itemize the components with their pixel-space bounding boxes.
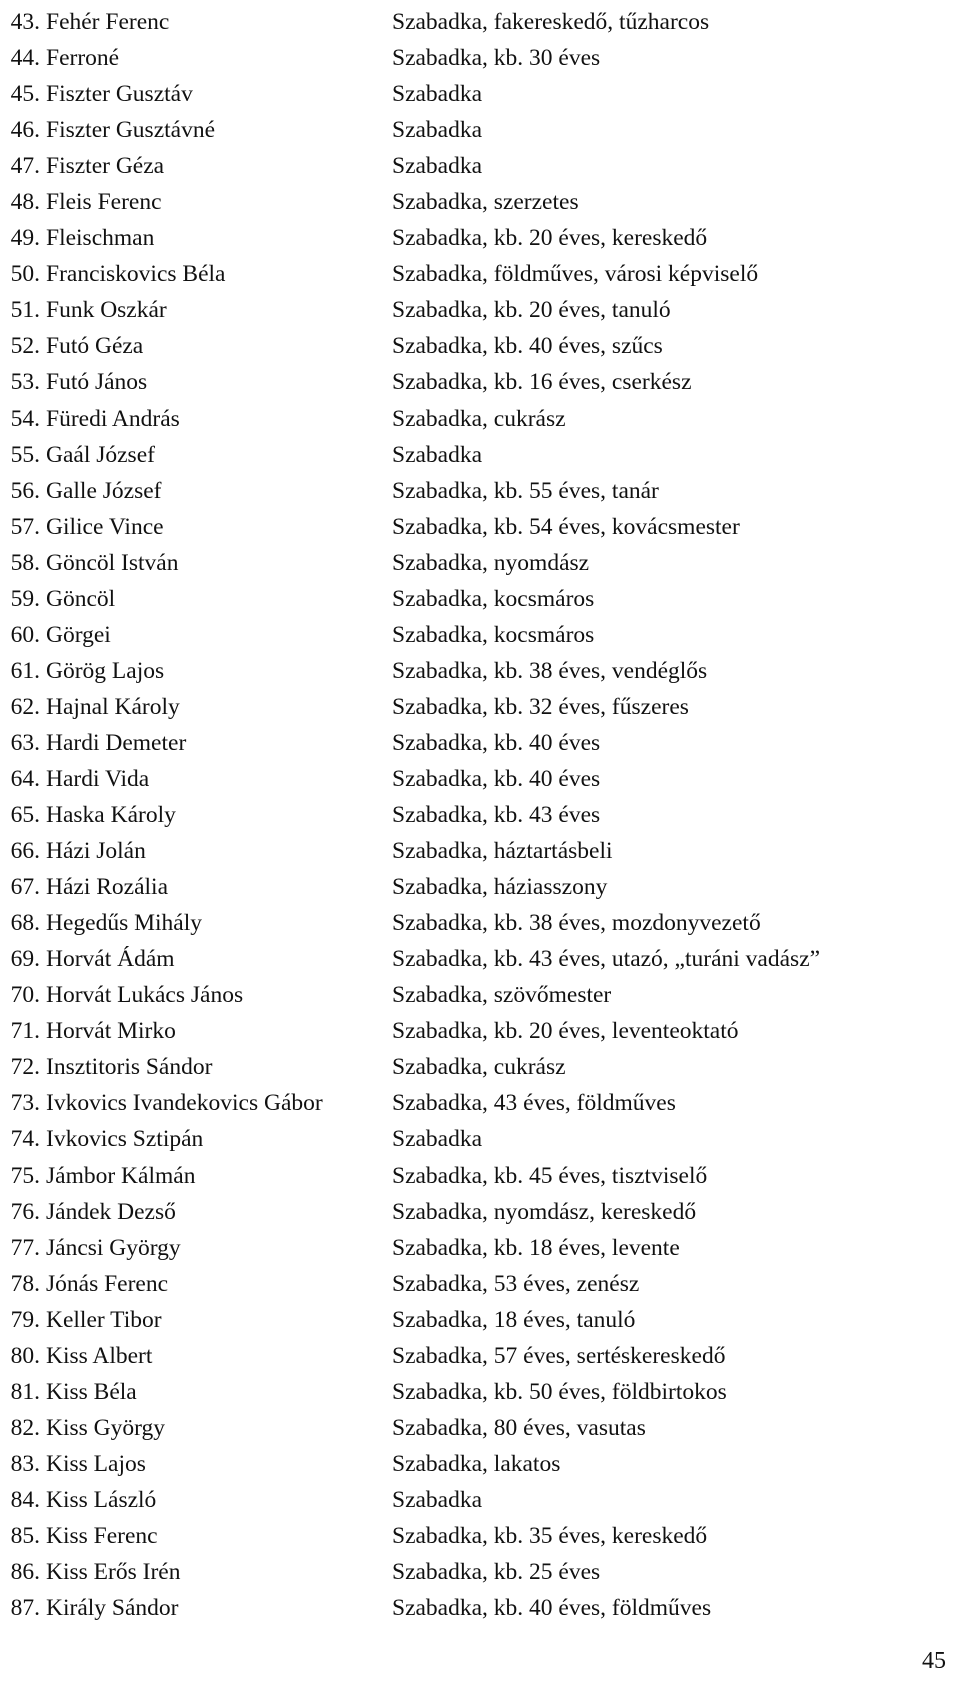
entry-description: Szabadka, 43 éves, földműves <box>392 1090 676 1117</box>
entry-description: Szabadka, 18 éves, tanuló <box>392 1306 636 1333</box>
entry-description: Szabadka, kb. 20 éves, kereskedő <box>392 225 708 252</box>
list-entry <box>6 1338 946 1374</box>
entry-description: Szabadka, kb. 40 éves <box>392 729 601 756</box>
entry-name: Kiss Ferenc <box>46 1522 158 1549</box>
entry-description: Szabadka, háziasszony <box>392 874 608 901</box>
entry-description: Szabadka, kb. 40 éves, szűcs <box>392 333 663 360</box>
entry-number: 69. <box>10 946 40 973</box>
entry-number: 63. <box>10 729 40 756</box>
list-entry <box>6 761 946 797</box>
entry-name: Házi Rozália <box>46 874 169 901</box>
entry-number: 82. <box>10 1414 40 1441</box>
entry-number: 76. <box>10 1198 40 1225</box>
entry-description: Szabadka <box>392 1126 483 1153</box>
entry-description: Szabadka, kb. 40 éves, földműves <box>392 1595 712 1622</box>
entry-description: Szabadka, szerzetes <box>392 189 579 216</box>
entry-description: Szabadka, kocsmáros <box>392 621 595 648</box>
entry-description: Szabadka, 80 éves, vasutas <box>392 1414 646 1441</box>
entry-number: 59. <box>10 585 40 612</box>
list-entry <box>6 653 946 689</box>
entry-description: Szabadka, kb. 40 éves <box>392 765 601 792</box>
entry-description: Szabadka, 53 éves, zenész <box>392 1270 640 1297</box>
entry-description: Szabadka <box>392 441 483 468</box>
entry-number: 79. <box>10 1306 40 1333</box>
entry-number: 60. <box>10 621 40 648</box>
entry-number: 85. <box>10 1522 40 1549</box>
entry-name: Horvát Ádám <box>46 946 175 973</box>
entry-name: Ivkovics Ivandekovics Gábor <box>46 1090 323 1117</box>
entry-number: 83. <box>10 1450 40 1477</box>
entry-description: Szabadka, fakereskedő, tűzharcos <box>392 9 710 35</box>
entry-number: 87. <box>10 1595 40 1622</box>
page-number: 45 <box>922 1648 946 1674</box>
list-entry <box>6 184 946 220</box>
entry-name: Király Sándor <box>46 1595 179 1622</box>
entry-description: Szabadka, szövőmester <box>392 982 612 1009</box>
entry-name: Kiss Erős Irén <box>46 1559 181 1586</box>
entry-description: Szabadka, háztartásbeli <box>392 838 613 865</box>
entry-description: Szabadka <box>392 153 483 180</box>
list-entry <box>6 1302 946 1338</box>
entry-number: 72. <box>10 1054 40 1081</box>
entry-number: 49. <box>10 225 40 252</box>
list-entry <box>6 797 946 833</box>
list-entry <box>6 581 946 617</box>
entry-description: Szabadka, 57 éves, sertéskereskedő <box>392 1342 726 1369</box>
list-entry <box>6 328 946 364</box>
entry-description: Szabadka, lakatos <box>392 1450 561 1477</box>
entry-number: 48. <box>10 189 40 216</box>
entry-name: Fehér Ferenc <box>46 9 170 35</box>
entry-name: Kiss Albert <box>46 1342 153 1369</box>
entry-description: Szabadka, kb. 43 éves, utazó, „turáni vadász” <box>392 946 821 973</box>
entry-number: 86. <box>10 1559 40 1586</box>
entry-name: Horvát Mirko <box>46 1018 176 1045</box>
entry-description: Szabadka, kb. 35 éves, kereskedő <box>392 1522 708 1549</box>
entry-name: Funk Oszkár <box>46 297 167 324</box>
list-entry <box>6 833 946 869</box>
list-entry <box>6 1194 946 1230</box>
entry-description: Szabadka, földműves, városi képviselő <box>392 261 759 288</box>
list-entry <box>6 941 946 977</box>
entry-number: 80. <box>10 1342 40 1369</box>
entry-name: Insztitoris Sándor <box>46 1054 213 1081</box>
entry-description: Szabadka, kocsmáros <box>392 585 595 612</box>
entry-name: Jámbor Kálmán <box>46 1162 196 1189</box>
list-entry <box>6 1482 946 1518</box>
entry-name: Futó Géza <box>46 333 144 360</box>
entry-name: Jónás Ferenc <box>46 1270 169 1297</box>
list-entry <box>6 977 946 1013</box>
entry-number: 61. <box>10 657 40 684</box>
list-entry <box>6 1374 946 1410</box>
list-entry <box>6 4 946 40</box>
entry-name: Fleis Ferenc <box>46 189 162 216</box>
entry-description: Szabadka, kb. 55 éves, tanár <box>392 477 659 504</box>
list-entry <box>6 1554 946 1590</box>
entry-name: Kiss Lajos <box>46 1450 146 1477</box>
list-entry <box>6 148 946 184</box>
entry-description: Szabadka, kb. 38 éves, vendéglős <box>392 657 708 684</box>
list-entry <box>6 401 946 437</box>
list-entry <box>6 1085 946 1121</box>
entry-name: Hajnal Károly <box>46 693 180 720</box>
list-entry <box>6 1518 946 1554</box>
entry-name: Fiszter Gusztáv <box>46 81 193 108</box>
list-entry <box>6 256 946 292</box>
entry-name: Fiszter Géza <box>46 153 165 180</box>
list-entry <box>6 292 946 328</box>
entry-description: Szabadka, kb. 16 éves, cserkész <box>392 369 692 396</box>
entry-number: 74. <box>10 1126 40 1153</box>
entry-name: Galle József <box>46 477 162 504</box>
entry-number: 43. <box>10 9 40 35</box>
entry-number: 81. <box>10 1378 40 1405</box>
entry-description: Szabadka, nyomdász <box>392 549 590 576</box>
entry-name: Jáncsi György <box>46 1234 181 1261</box>
entry-number: 77. <box>10 1234 40 1261</box>
list-entry <box>6 112 946 148</box>
list-entry <box>6 509 946 545</box>
entry-number: 56. <box>10 477 40 504</box>
entry-number: 62. <box>10 693 40 720</box>
entry-number: 51. <box>10 297 40 324</box>
entry-number: 57. <box>10 513 40 540</box>
entry-number: 50. <box>10 261 40 288</box>
entry-number: 70. <box>10 982 40 1009</box>
entry-name: Gaál József <box>46 441 155 468</box>
list-entry <box>6 1590 946 1626</box>
list-entry <box>6 1266 946 1302</box>
entry-name: Görgei <box>46 621 111 648</box>
entry-name: Kiss László <box>46 1486 157 1513</box>
entry-number: 52. <box>10 333 40 360</box>
entry-name: Horvát Lukács János <box>46 982 244 1009</box>
entry-name: Göncöl István <box>46 549 179 576</box>
entry-name: Kiss György <box>46 1414 166 1441</box>
entry-description: Szabadka, kb. 20 éves, tanuló <box>392 297 671 324</box>
list-entry <box>6 1049 946 1085</box>
entry-number: 78. <box>10 1270 40 1297</box>
entry-number: 55. <box>10 441 40 468</box>
entry-description: Szabadka, cukrász <box>392 405 566 432</box>
list-entry <box>6 364 946 400</box>
entry-number: 47. <box>10 153 40 180</box>
entry-name: Görög Lajos <box>46 657 165 684</box>
entry-description: Szabadka, kb. 30 éves <box>392 45 601 72</box>
entry-number: 66. <box>10 838 40 865</box>
entry-number: 58. <box>10 549 40 576</box>
list-entry <box>6 725 946 761</box>
entry-description: Szabadka, kb. 32 éves, fűszeres <box>392 693 689 720</box>
entry-description: Szabadka, kb. 20 éves, leventeoktató <box>392 1018 739 1045</box>
entry-name: Hegedűs Mihály <box>46 910 202 937</box>
entry-number: 67. <box>10 874 40 901</box>
entry-name: Füredi András <box>46 405 180 432</box>
entry-description: Szabadka, kb. 18 éves, levente <box>392 1234 680 1261</box>
entry-name: Haska Károly <box>46 802 176 829</box>
entry-number: 84. <box>10 1486 40 1513</box>
list-entry <box>6 220 946 256</box>
entry-description: Szabadka, nyomdász, kereskedő <box>392 1198 697 1225</box>
entry-number: 53. <box>10 369 40 396</box>
entry-name: Futó János <box>46 369 148 396</box>
list-entry <box>6 869 946 905</box>
entry-number: 73. <box>10 1090 40 1117</box>
list-entry <box>6 1158 946 1194</box>
entry-name: Fiszter Gusztávné <box>46 117 216 144</box>
entry-description: Szabadka <box>392 117 483 144</box>
list-entry <box>6 1230 946 1266</box>
entry-name: Ferroné <box>46 45 120 72</box>
list-entry <box>6 545 946 581</box>
entry-description: Szabadka, kb. 43 éves <box>392 802 601 829</box>
entry-name: Ivkovics Sztipán <box>46 1126 204 1153</box>
entry-name: Kiss Béla <box>46 1378 137 1405</box>
entry-description: Szabadka, kb. 45 éves, tisztviselő <box>392 1162 708 1189</box>
entry-description: Szabadka, kb. 54 éves, kovácsmester <box>392 513 740 540</box>
entry-number: 45. <box>10 81 40 108</box>
list-entry <box>6 40 946 76</box>
entry-description: Szabadka <box>392 1486 483 1513</box>
list-entry <box>6 1121 946 1157</box>
list-entry <box>6 1013 946 1049</box>
entry-description: Szabadka, cukrász <box>392 1054 566 1081</box>
list-entry <box>6 617 946 653</box>
list-entry <box>6 473 946 509</box>
entry-description: Szabadka <box>392 81 483 108</box>
entry-number: 71. <box>10 1018 40 1045</box>
list-entry <box>6 437 946 473</box>
entry-number: 75. <box>10 1162 40 1189</box>
entry-name: Gilice Vince <box>46 513 164 540</box>
list-entry <box>6 76 946 112</box>
list-entry <box>6 1410 946 1446</box>
entry-number: 65. <box>10 802 40 829</box>
entry-number: 46. <box>10 117 40 144</box>
list-entry <box>6 1446 946 1482</box>
entry-description: Szabadka, kb. 38 éves, mozdonyvezető <box>392 910 761 937</box>
entry-description: Szabadka, kb. 25 éves <box>392 1559 601 1586</box>
entry-name: Keller Tibor <box>46 1306 162 1333</box>
entry-name: Házi Jolán <box>46 838 146 865</box>
entry-number: 54. <box>10 405 40 432</box>
list-entry <box>6 905 946 941</box>
list-entry <box>6 689 946 725</box>
entry-name: Göncöl <box>46 585 116 612</box>
entry-name: Hardi Vida <box>46 765 150 792</box>
entry-name: Jándek Dezső <box>46 1198 176 1225</box>
entry-number: 44. <box>10 45 40 72</box>
entry-number: 68. <box>10 910 40 937</box>
entry-description: Szabadka, kb. 50 éves, földbirtokos <box>392 1378 727 1405</box>
entry-name: Franciskovics Béla <box>46 261 226 288</box>
entry-number: 64. <box>10 765 40 792</box>
victim-list <box>6 4 946 1626</box>
entry-name: Hardi Demeter <box>46 729 187 756</box>
entry-name: Fleischman <box>46 225 155 252</box>
